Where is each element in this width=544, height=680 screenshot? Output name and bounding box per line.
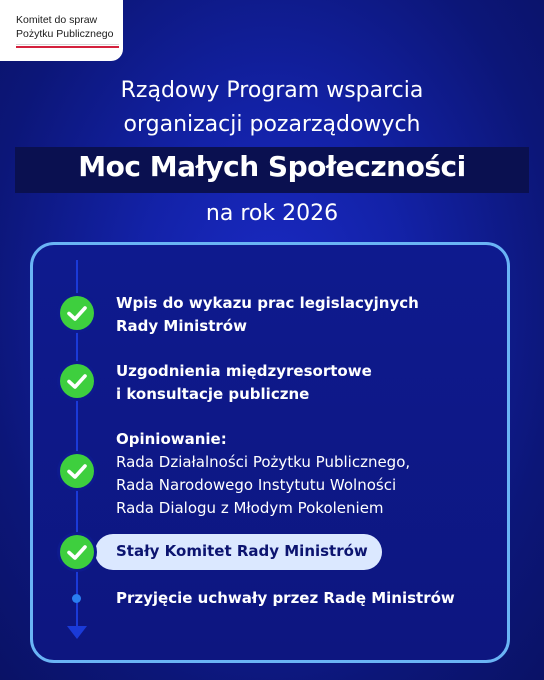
heading-line-2: organizacji pozarządowych xyxy=(123,112,421,137)
step-1-text xyxy=(116,292,419,338)
check-circle-icon xyxy=(60,364,94,398)
logo-line-1: Komitet do spraw xyxy=(16,14,98,26)
step-3-line-3: Rada Dialogu z Młodym Pokoleniem xyxy=(116,499,384,517)
program-title: Moc Małych Społeczności xyxy=(78,150,466,183)
step-1-line-2: Rady Ministrów xyxy=(116,317,247,335)
step-3-line-2: Rada Narodowego Instytutu Wolności xyxy=(116,476,397,494)
step-3-line-1: Rada Działalności Pożytku Publicznego, xyxy=(116,453,411,471)
organization-logo xyxy=(0,0,123,61)
step-4-text: Stały Komitet Rady Ministrów xyxy=(116,542,368,560)
step-2-line-1: Uzgodnienia międzyresortowe xyxy=(116,362,372,380)
logo-line-2: Pożytku Publicznego xyxy=(16,28,114,40)
check-circle-icon xyxy=(60,296,94,330)
step-2-line-2: i konsultacje publiczne xyxy=(116,385,310,403)
dot-icon xyxy=(72,594,81,603)
step-3-text xyxy=(116,428,410,520)
step-5-text: Przyjęcie uchwały przez Radę Ministrów xyxy=(116,589,455,607)
step-1-line-1: Wpis do wykazu prac legislacyjnych xyxy=(116,294,419,312)
arrow-down-icon xyxy=(67,626,87,639)
program-year: na rok 2026 xyxy=(205,201,339,226)
check-circle-icon xyxy=(60,454,94,488)
flag-stripe xyxy=(16,44,119,48)
step-2-text xyxy=(116,360,372,406)
check-circle-icon xyxy=(60,535,94,569)
step-3-title: Opiniowanie: xyxy=(116,430,227,448)
heading-line-1: Rządowy Program wsparcia xyxy=(120,78,424,103)
